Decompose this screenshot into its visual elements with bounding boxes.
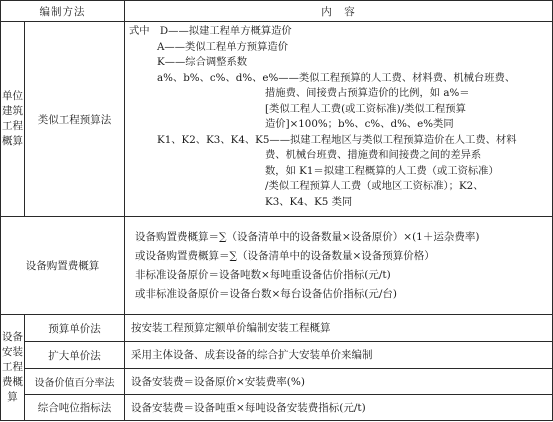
content-line: K1、K2、K3、K4、K5——拟建工程地区与类似工程预算造价在人工费、材料 <box>157 133 517 146</box>
unit-category-line: 工程 <box>2 120 23 132</box>
content-line: A——类似工程单方预算造价 <box>157 40 288 53</box>
install-method-name: 设备价值百分率法 <box>25 369 125 395</box>
install-method-content: 采用主体设备、成套设备的综合扩大安装单价来编制 <box>125 342 553 369</box>
content-line: 数，如 K1＝拟建工程概算的人工费（或工资标准） <box>265 164 499 177</box>
content-line: 式中 D——拟建工程单方概算造价 <box>129 25 292 37</box>
install-method-name: 综合吨位指标法 <box>25 395 125 421</box>
install-category-line: 工程 <box>2 361 23 373</box>
install-method-content: 设备安装费＝设备原价×安装费率(%) <box>125 369 553 395</box>
equipment-purchase-content <box>125 217 553 315</box>
similar-method-content <box>125 22 553 217</box>
content-line: 非标准设备原价＝设备吨数×每吨重设备估价指标(元/t) <box>135 268 391 281</box>
equipment-purchase-method: 设备购置费概算 <box>1 217 125 315</box>
content-line: /类似工程预算人工费（或地区工资标准）；K2、 <box>265 180 484 192</box>
table-row <box>1 315 553 342</box>
unit-category-cell <box>1 22 25 217</box>
unit-category-line: 建筑 <box>2 105 23 117</box>
content-line: [类似工程人工费(或工资标准)/类似工程预算 <box>265 102 466 115</box>
install-category-line: 设备 <box>2 331 23 343</box>
header-method: 编制方法 <box>1 1 125 22</box>
unit-category-line: 单位 <box>2 90 23 102</box>
table-row <box>1 217 553 315</box>
content-line: a%、b%、c%、d%、e%——类似工程预算的人工费、材料费、机械台班费、 <box>157 71 516 84</box>
install-method-name: 预算单价法 <box>25 315 125 342</box>
content-line: 造价]×100%；b%、c%、d%、e%类同 <box>265 118 454 130</box>
header-content: 内 容 <box>125 1 553 22</box>
install-method-name: 扩大单价法 <box>25 342 125 369</box>
table-row <box>1 369 553 395</box>
install-category-cell <box>1 315 25 421</box>
install-method-content: 按安装工程预算定额单价编制安装工程概算 <box>125 315 553 342</box>
content-line: 或设备购置费概算＝∑（设备清单中的设备数量×设备预算价格） <box>135 249 435 262</box>
table-row <box>1 22 553 217</box>
content-line: K3、K4、K5 类同 <box>265 195 353 208</box>
content-line: 或非标准设备原价＝设备台数×每台设备估价指标(元/台) <box>135 287 398 300</box>
install-category-line: 算 <box>7 391 18 403</box>
table-row <box>1 342 553 369</box>
install-category-line: 安装 <box>2 346 23 358</box>
install-method-content: 设备安装费＝设备吨重×每吨设备安装费指标(元/t) <box>125 395 553 421</box>
table-row <box>1 395 553 421</box>
content-line: 措施费、间接费占预算造价的比例，如 a%＝ <box>265 87 470 99</box>
unit-category-line: 概算 <box>2 135 23 147</box>
similar-method-name: 类似工程预算法 <box>25 22 125 217</box>
content-line: K——综合调整系数 <box>157 56 248 68</box>
content-line: 设备购置费概算＝∑（设备清单中的设备数量×设备原价）×(1＋运杂费率) <box>135 230 480 243</box>
install-category-line: 费概 <box>2 376 23 388</box>
table-header-row <box>1 1 553 22</box>
content-line: 费、机械台班费、措施费和间接费之间的差异系 <box>265 149 482 161</box>
